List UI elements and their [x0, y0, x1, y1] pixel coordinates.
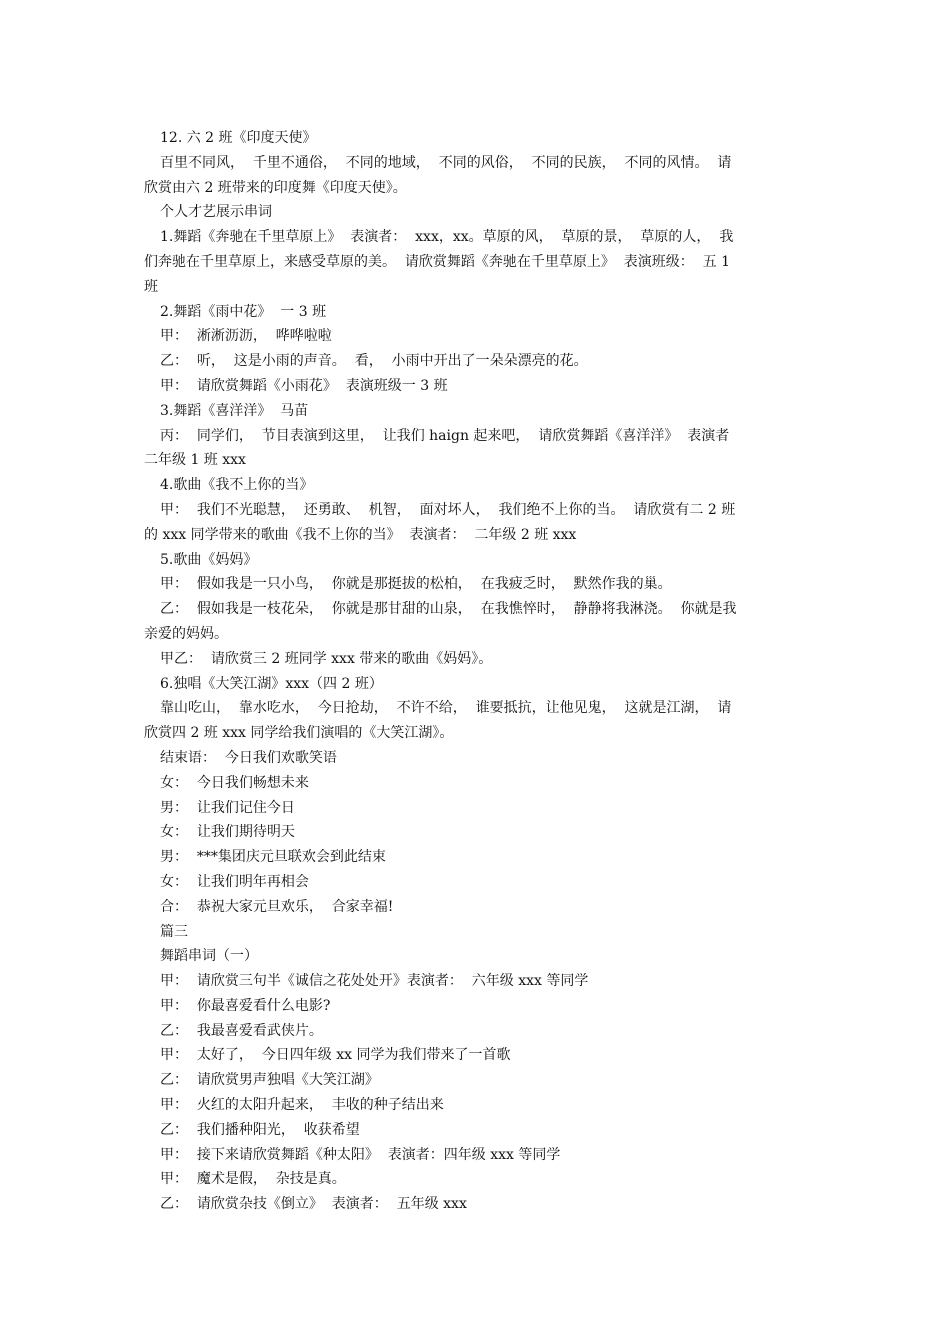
dialogue-line: 甲乙： 请欣赏三 2 班同学 xxx 带来的歌曲《妈妈》。	[160, 650, 493, 667]
program-item-2: 2.舞蹈《雨中花》 一 3 班	[160, 303, 327, 320]
dialogue-line: 甲： 假如我是一只小鸟， 你就是那挺拔的松柏， 在我疲乏时， 默然作我的巢。	[160, 576, 672, 593]
dialogue-line: 乙： 请欣赏男声独唱《大笑江湖》	[160, 1072, 379, 1089]
paragraph-line: 靠山吃山， 靠水吃水， 今日抢劫， 不许不给， 谁要抵抗，让他见鬼， 这就是江湖， 请	[160, 700, 732, 717]
program-title-12: 12. 六 2 班《印度天使》	[160, 130, 317, 146]
program-item-1: 1.舞蹈《奔驰在千里草原上》 表演者： xxx，xx。草原的风， 草原的景， 草原的人， 我	[160, 229, 734, 246]
dialogue-line: 甲： 淅淅沥沥， 哗哗啦啦	[160, 328, 332, 345]
document-body	[144, 126, 812, 1217]
dialogue-line: 乙： 我们播种阳光， 收获希望	[160, 1121, 360, 1138]
dialogue-line: 男： ***集团庆元旦联欢会到此结束	[160, 849, 386, 866]
paragraph-line: 的 xxx 同学带来的歌曲《我不上你的当》 表演者： 二年级 2 班 xxx	[144, 526, 577, 543]
dialogue-line: 甲： 你最喜爱看什么电影?	[160, 997, 331, 1014]
program-item-5: 5.歌曲《妈妈》	[160, 551, 258, 568]
dialogue-line: 甲： 太好了， 今日四年级 xx 同学为我们带来了一首歌	[160, 1047, 511, 1064]
dialogue-line: 丙： 同学们， 节目表演到这里， 让我们 haign 起来吧， 请欣赏舞蹈《喜洋洋》 表演者	[160, 427, 730, 444]
paragraph-line: 们奔驰在千里草原上，来感受草原的美。 请欣赏舞蹈《奔驰在千里草原上》 表演班级： 五 1	[144, 253, 731, 270]
section-subheading: 舞蹈串词（一）	[160, 948, 258, 965]
dialogue-line: 乙： 请欣赏杂技《倒立》 表演者： 五年级 xxx	[160, 1196, 467, 1213]
closing-line: 结束语： 今日我们欢歌笑语	[160, 749, 337, 766]
section-heading: 个人才艺展示串词	[160, 204, 272, 221]
dialogue-line: 乙： 我最喜爱看武侠片。	[160, 1022, 323, 1039]
program-item-4: 4.歌曲《我不上你的当》	[160, 477, 314, 494]
dialogue-line: 甲： 请欣赏三句半《诚信之花处处开》表演者： 六年级 xxx 等同学	[160, 973, 589, 990]
dialogue-line: 女： 让我们期待明天	[160, 824, 295, 841]
dialogue-line: 甲： 请欣赏舞蹈《小雨花》 表演班级一 3 班	[160, 377, 448, 394]
program-item-3: 3.舞蹈《喜洋洋》 马苗	[160, 402, 309, 419]
paragraph-line: 二年级 1 班 xxx	[144, 452, 246, 469]
dialogue-line: 合： 恭祝大家元旦欢乐， 合家幸福!	[160, 898, 394, 915]
dialogue-line: 甲： 我们不光聪慧， 还勇敢、 机智， 面对坏人， 我们绝不上你的当。 请欣赏有二 2 班	[160, 501, 736, 518]
dialogue-line: 甲： 魔术是假， 杂技是真。	[160, 1171, 346, 1188]
paragraph-line: 欣赏由六 2 班带来的印度舞《印度天使》。	[144, 179, 407, 196]
dialogue-line: 甲： 火红的太阳升起来， 丰收的种子结出来	[160, 1097, 444, 1114]
section-heading: 篇三	[160, 923, 188, 940]
paragraph-line: 亲爱的妈妈。	[144, 625, 228, 642]
program-item-6: 6.独唱《大笑江湖》xxx（四 2 班）	[160, 675, 383, 692]
paragraph-line: 欣赏四 2 班 xxx 同学给我们演唱的《大笑江湖》。	[144, 725, 454, 742]
paragraph-line: 百里不同风， 千里不通俗， 不同的地域， 不同的风俗， 不同的民族， 不同的风情。 请	[160, 154, 732, 171]
dialogue-line: 男： 让我们记住今日	[160, 799, 295, 816]
dialogue-line: 乙： 听， 这是小雨的声音。 看， 小雨中开出了一朵朵漂亮的花。	[160, 353, 588, 370]
paragraph-line: 班	[144, 278, 158, 295]
dialogue-line: 女： 让我们明年再相会	[160, 873, 309, 890]
dialogue-line: 甲： 接下来请欣赏舞蹈《种太阳》 表演者：四年级 xxx 等同学	[160, 1146, 561, 1163]
dialogue-line: 女： 今日我们畅想未来	[160, 774, 309, 791]
dialogue-line: 乙： 假如我是一枝花朵， 你就是那甘甜的山泉， 在我憔悴时， 静静将我淋浇。 你就是我	[160, 601, 737, 618]
